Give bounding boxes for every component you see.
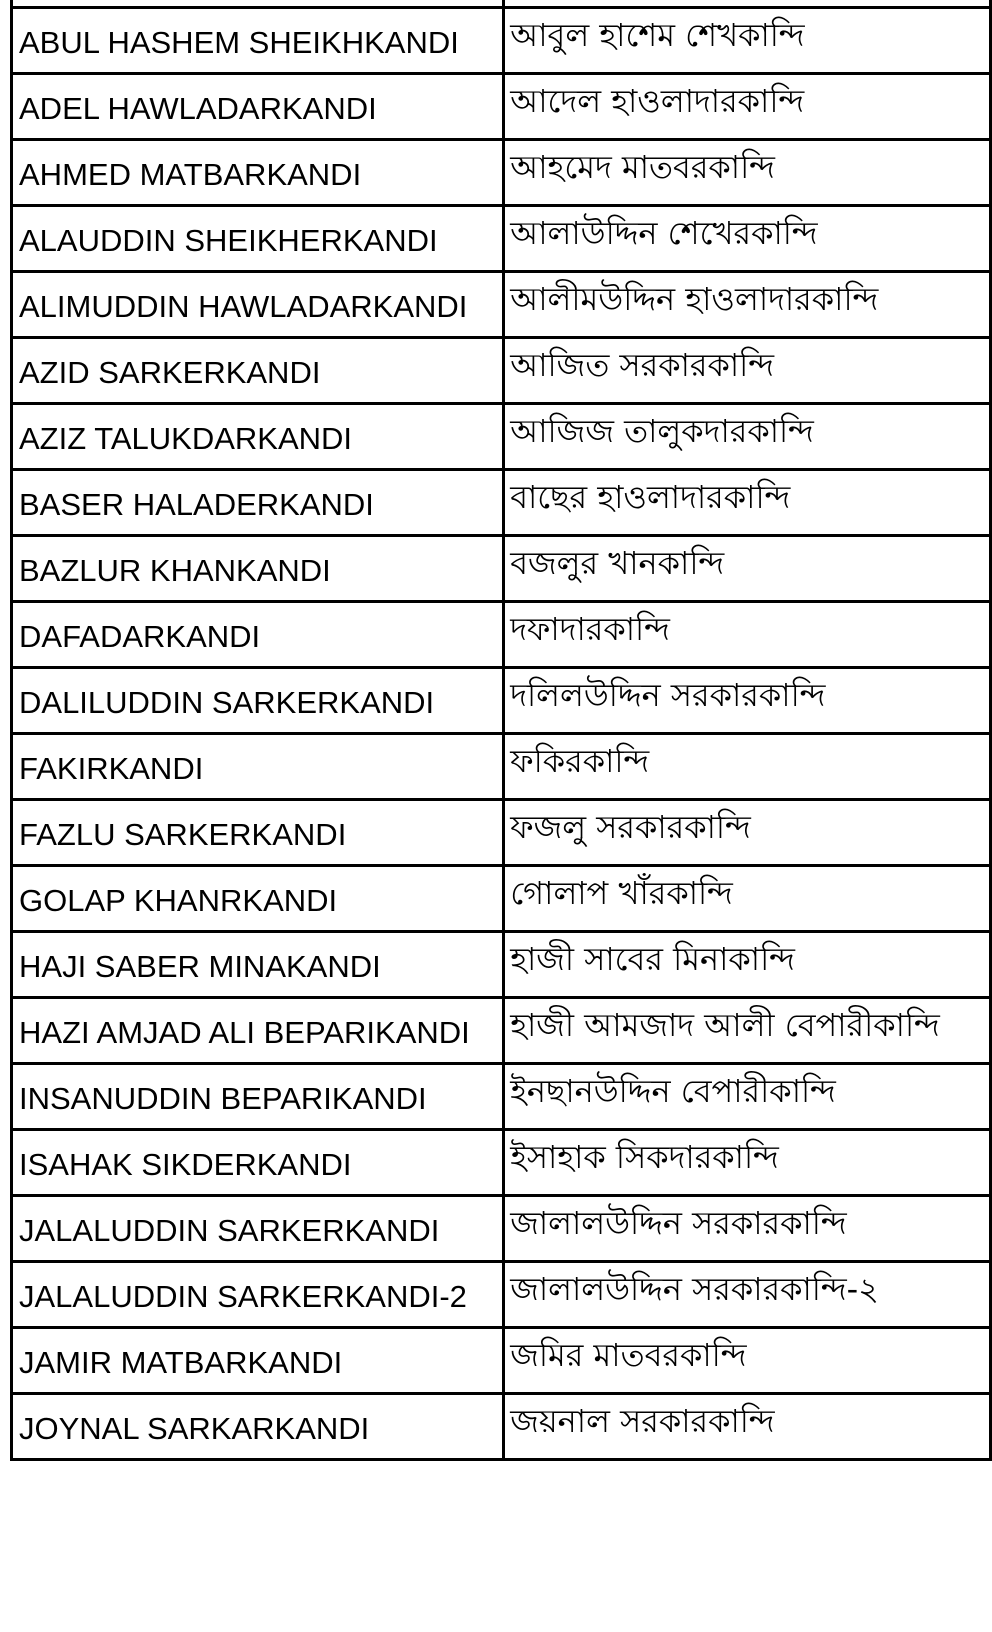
english-name-cell <box>12 536 504 602</box>
bangla-name-cell <box>504 998 991 1064</box>
english-name-text: AHMED MATBARKANDI <box>19 157 362 192</box>
english-name-cell <box>12 800 504 866</box>
bangla-name-text: বজলুর খানকান্দি <box>510 543 725 582</box>
table-row <box>12 932 991 998</box>
english-name-text: JOYNAL SARKARKANDI <box>19 1411 370 1446</box>
english-name-cell <box>12 866 504 932</box>
bangla-name-cell <box>504 1130 991 1196</box>
bangla-name-text: ফকিরকান্দি <box>510 741 650 780</box>
english-name-cell <box>12 1394 504 1460</box>
bangla-name-text: আবুল হাশেম শেখকান্দি <box>510 15 805 54</box>
bangla-name-cell <box>504 536 991 602</box>
table-row <box>12 668 991 734</box>
bangla-name-cell <box>504 1328 991 1394</box>
table-row <box>12 1262 991 1328</box>
bangla-name-text: গোলাপ খাঁরকান্দি <box>510 873 733 912</box>
english-name-cell <box>12 272 504 338</box>
bangla-name-text: বাছের হাওলাদারকান্দি <box>510 477 791 516</box>
bangla-name-cell <box>504 602 991 668</box>
english-name-cell <box>12 1064 504 1130</box>
english-name-cell <box>12 998 504 1064</box>
bangla-name-text: ইনছানউদ্দিন বেপারীকান্দি <box>510 1071 836 1110</box>
bangla-name-text: জালালউদ্দিন সরকারকান্দি-২ <box>510 1269 879 1308</box>
bangla-name-cell <box>504 668 991 734</box>
table-row <box>12 1064 991 1130</box>
english-name-cell <box>12 1196 504 1262</box>
bangla-name-text: জয়নাল সরকারকান্দি <box>510 1401 775 1440</box>
bangla-name-text: দফাদারকান্দি <box>510 609 670 648</box>
english-name-text: ALIMUDDIN HAWLADARKANDI <box>19 289 468 324</box>
bangla-name-text: আলীমউদ্দিন হাওলাদারকান্দি <box>510 279 879 318</box>
english-name-text: AZIZ TALUKDARKANDI <box>19 421 353 456</box>
english-name-text: ALAUDDIN SHEIKHERKANDI <box>19 223 438 258</box>
table-row <box>12 404 991 470</box>
english-name-text: INSANUDDIN BEPARIKANDI <box>19 1081 427 1116</box>
english-name-cell <box>12 668 504 734</box>
english-name-text: HAZI AMJAD ALI BEPARIKANDI <box>19 1015 470 1050</box>
english-name-text: HAJI SABER MINAKANDI <box>19 949 381 984</box>
table-top-edge-cell <box>12 0 504 8</box>
english-name-cell <box>12 734 504 800</box>
bangla-name-cell <box>504 866 991 932</box>
english-name-text: AZID SARKERKANDI <box>19 355 321 390</box>
bangla-name-cell <box>504 1196 991 1262</box>
table-top-edge-cell <box>504 0 991 8</box>
english-name-text: ABUL HASHEM SHEIKHKANDI <box>19 25 459 60</box>
english-name-text: FAKIRKANDI <box>19 751 204 786</box>
english-name-cell <box>12 932 504 998</box>
bangla-name-text: জমির মাতবরকান্দি <box>510 1335 747 1374</box>
bangla-name-cell <box>504 140 991 206</box>
english-name-cell <box>12 8 504 74</box>
table-row <box>12 1394 991 1460</box>
name-table <box>10 0 992 1461</box>
english-name-text: JAMIR MATBARKANDI <box>19 1345 343 1380</box>
table-top-edge-row <box>12 0 991 8</box>
english-name-text: DALILUDDIN SARKERKANDI <box>19 685 435 720</box>
bangla-name-cell <box>504 206 991 272</box>
table-row <box>12 470 991 536</box>
bangla-name-cell <box>504 1064 991 1130</box>
table-row <box>12 536 991 602</box>
bangla-name-text: হাজী আমজাদ আলী বেপারীকান্দি <box>510 1005 940 1044</box>
table-row <box>12 272 991 338</box>
english-name-cell <box>12 206 504 272</box>
english-name-cell <box>12 404 504 470</box>
bangla-name-cell <box>504 74 991 140</box>
bangla-name-cell <box>504 8 991 74</box>
table-row <box>12 74 991 140</box>
table-row <box>12 1328 991 1394</box>
table-row <box>12 1196 991 1262</box>
table-row <box>12 338 991 404</box>
bangla-name-cell <box>504 734 991 800</box>
english-name-cell <box>12 338 504 404</box>
english-name-cell <box>12 1328 504 1394</box>
table-row <box>12 1130 991 1196</box>
table-row <box>12 602 991 668</box>
bangla-name-cell <box>504 1262 991 1328</box>
english-name-text: ADEL HAWLADARKANDI <box>19 91 377 126</box>
bangla-name-text: আজিজ তালুকদারকান্দি <box>510 411 814 450</box>
english-name-text: JALALUDDIN SARKERKANDI <box>19 1213 440 1248</box>
bangla-name-text: আহমেদ মাতবরকান্দি <box>510 147 775 186</box>
english-name-cell <box>12 602 504 668</box>
english-name-cell <box>12 74 504 140</box>
english-name-cell <box>12 140 504 206</box>
bangla-name-cell <box>504 338 991 404</box>
english-name-cell <box>12 1262 504 1328</box>
english-name-text: DAFADARKANDI <box>19 619 261 654</box>
english-name-text: JALALUDDIN SARKERKANDI-2 <box>19 1279 467 1314</box>
english-name-cell <box>12 1130 504 1196</box>
table-row <box>12 866 991 932</box>
bangla-name-text: হাজী সাবের মিনাকান্দি <box>510 939 795 978</box>
name-table-body <box>12 0 991 1460</box>
english-name-text: ISAHAK SIKDERKANDI <box>19 1147 352 1182</box>
english-name-text: BASER HALADERKANDI <box>19 487 374 522</box>
table-row <box>12 998 991 1064</box>
english-name-text: GOLAP KHANRKANDI <box>19 883 338 918</box>
english-name-text: BAZLUR KHANKANDI <box>19 553 331 588</box>
english-name-text: FAZLU SARKERKANDI <box>19 817 347 852</box>
bangla-name-text: জালালউদ্দিন সরকারকান্দি <box>510 1203 847 1242</box>
bangla-name-text: আলাউদ্দিন শেখেরকান্দি <box>510 213 818 252</box>
bangla-name-text: আজিত সরকারকান্দি <box>510 345 775 384</box>
bangla-name-cell <box>504 932 991 998</box>
table-row <box>12 206 991 272</box>
table-row <box>12 8 991 74</box>
bangla-name-text: ইসাহাক সিকদারকান্দি <box>510 1137 779 1176</box>
bangla-name-cell <box>504 404 991 470</box>
bangla-name-text: দলিলউদ্দিন সরকারকান্দি <box>510 675 826 714</box>
bangla-name-text: আদেল হাওলাদারকান্দি <box>510 81 805 120</box>
table-row <box>12 734 991 800</box>
table-row <box>12 800 991 866</box>
bangla-name-cell <box>504 470 991 536</box>
bangla-name-cell <box>504 800 991 866</box>
table-row <box>12 140 991 206</box>
bangla-name-cell <box>504 1394 991 1460</box>
english-name-cell <box>12 470 504 536</box>
bangla-name-text: ফজলু সরকারকান্দি <box>510 807 751 846</box>
bangla-name-cell <box>504 272 991 338</box>
